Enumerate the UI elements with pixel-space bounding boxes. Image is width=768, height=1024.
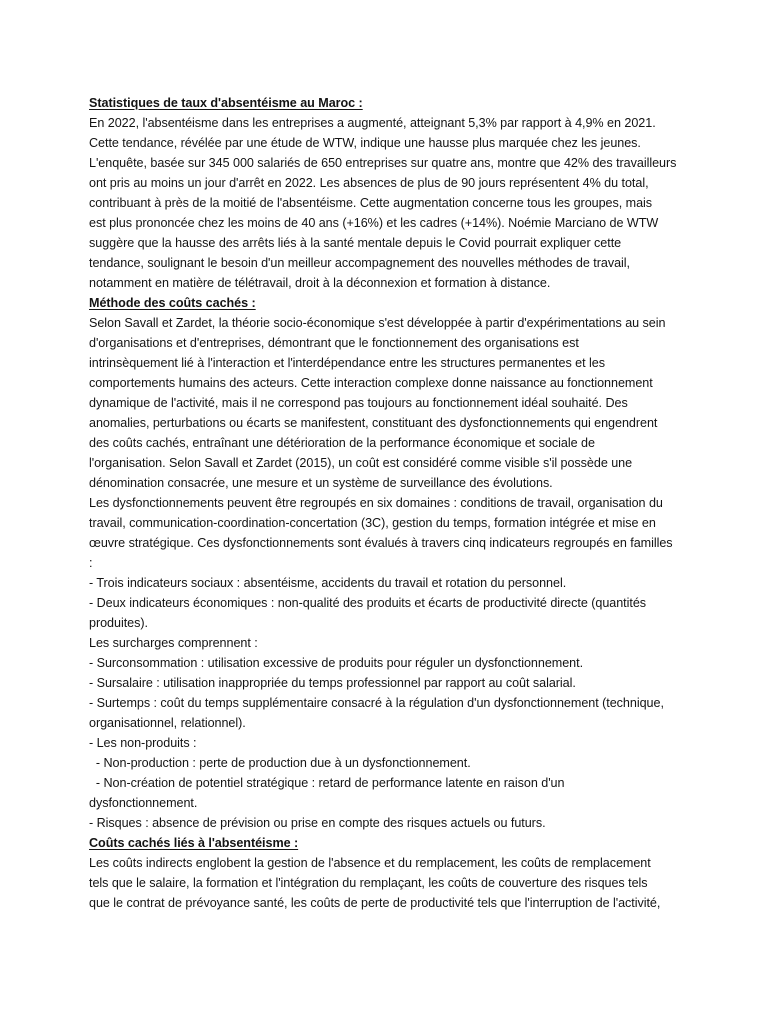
list-item: - Sursalaire : utilisation inappropriée du temps professionnel par rapport au coût salarial. xyxy=(89,676,576,690)
paragraph-line: tendance, soulignant le besoin d'un meilleur accompagnement des nouvelles méthodes de travail, xyxy=(89,256,630,270)
paragraph-line: L'enquête, basée sur 345 000 salariés de 650 entreprises sur quatre ans, montre que 42% des travailleurs xyxy=(89,156,677,170)
paragraph-line: Les coûts indirects englobent la gestion de l'absence et du remplacement, les coûts de remplacement xyxy=(89,856,651,870)
paragraph-line: ont pris au moins un jour d'arrêt en 2022. Les absences de plus de 90 jours représentent 4% du total, xyxy=(89,176,649,190)
document-page xyxy=(89,93,689,913)
paragraph-line: Les surcharges comprennent : xyxy=(89,636,258,650)
sub-list-item: - Non-création de potentiel stratégique : retard de performance latente en raison d'un xyxy=(89,776,565,790)
section-heading-hidden-costs-method: Méthode des coûts cachés : xyxy=(89,296,256,310)
section-heading-absenteeism-hidden-costs: Coûts cachés liés à l'absentéisme : xyxy=(89,836,299,850)
paragraph-line: d'organisations et d'entreprises, démontrant que le fonctionnement des organisations est xyxy=(89,336,579,350)
list-item: - Risques : absence de prévision ou prise en compte des risques actuels ou futurs. xyxy=(89,816,546,830)
list-item-continuation: dysfonctionnement. xyxy=(89,796,198,810)
paragraph-line: intrinsèquement lié à l'interaction et l'interdépendance entre les structures permanentes et les xyxy=(89,356,605,370)
paragraph-line: des coûts cachés, entraînant une détérioration de la performance économique et sociale de xyxy=(89,436,595,450)
list-item: - Surconsommation : utilisation excessive de produits pour réguler un dysfonctionnement. xyxy=(89,656,584,670)
sub-list-item: - Non-production : perte de production due à un dysfonctionnement. xyxy=(89,756,471,770)
paragraph-line: En 2022, l'absentéisme dans les entreprises a augmenté, atteignant 5,3% par rapport à 4,9% en 2021. xyxy=(89,116,656,130)
paragraph-line: anomalies, perturbations ou écarts se manifestent, constituant des dysfonctionnements qui engendrent xyxy=(89,416,658,430)
list-item: - Les non-produits : xyxy=(89,736,197,750)
paragraph-line: : xyxy=(89,556,93,570)
paragraph-line: Les dysfonctionnements peuvent être regroupés en six domaines : conditions de travail, organisation du xyxy=(89,496,663,510)
list-item-continuation: produites). xyxy=(89,616,148,630)
paragraph-line: Cette tendance, révélée par une étude de WTW, indique une hausse plus marquée chez les jeunes. xyxy=(89,136,641,150)
paragraph-line: que le contrat de prévoyance santé, les coûts de perte de productivité tels que l'interruption de l'activité, xyxy=(89,896,661,910)
paragraph-line: suggère que la hausse des arrêts liés à la santé mentale depuis le Covid pourrait expliquer cette xyxy=(89,236,622,250)
paragraph-line: l'organisation. Selon Savall et Zardet (2015), un coût est considéré comme visible s'il possède une xyxy=(89,456,633,470)
paragraph-line: tels que le salaire, la formation et l'intégration du remplaçant, les coûts de couverture des risques tels xyxy=(89,876,648,890)
paragraph-line: comportements humains des acteurs. Cette interaction complexe donne naissance au fonctionnement xyxy=(89,376,653,390)
paragraph-line: Selon Savall et Zardet, la théorie socio-économique s'est développée à partir d'expérimentations au sein xyxy=(89,316,666,330)
paragraph-line: contribuant à près de la moitié de l'absentéisme. Cette augmentation concerne tous les groupes, mais xyxy=(89,196,653,210)
paragraph-line: travail, communication-coordination-concertation (3C), gestion du temps, formation intégrée et mise en xyxy=(89,516,656,530)
list-item-continuation: organisationnel, relationnel). xyxy=(89,716,246,730)
paragraph-line: dynamique de l'activité, mais il ne correspond pas toujours au fonctionnement idéal souhaité. Des xyxy=(89,396,628,410)
paragraph-line: dénomination consacrée, une mesure et un système de surveillance des évolutions. xyxy=(89,476,553,490)
paragraph-line: est plus prononcée chez les moins de 40 ans (+16%) et les cadres (+14%). Noémie Marciano de WTW xyxy=(89,216,659,230)
list-item: - Surtemps : coût du temps supplémentaire consacré à la régulation d'un dysfonctionnement (technique, xyxy=(89,696,664,710)
list-item: - Deux indicateurs économiques : non-qualité des produits et écarts de productivité directe (quantités xyxy=(89,596,647,610)
list-item: - Trois indicateurs sociaux : absentéisme, accidents du travail et rotation du personnel. xyxy=(89,576,567,590)
paragraph-line: œuvre stratégique. Ces dysfonctionnements sont évalués à travers cinq indicateurs regroupés en familles xyxy=(89,536,673,550)
section-heading-absenteeism-statistics: Statistiques de taux d'absentéisme au Maroc : xyxy=(89,96,363,110)
paragraph-line: notamment en matière de télétravail, droit à la déconnexion et formation à distance. xyxy=(89,276,551,290)
